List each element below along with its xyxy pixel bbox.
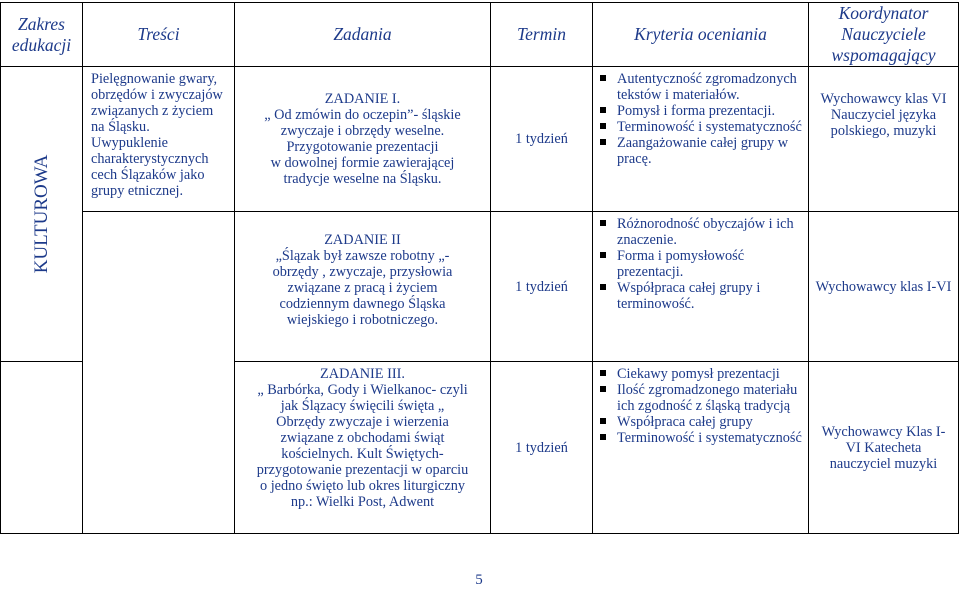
term-value: 1 tydzień [515, 439, 568, 456]
task-title: ZADANIE II [324, 232, 401, 248]
task-line: tradycje weselne na Śląsku. [283, 171, 442, 187]
task-line: Przygotowanie prezentacji [286, 139, 439, 155]
page-number: 5 [475, 572, 483, 588]
content-cell [83, 67, 235, 212]
table-row [1, 212, 959, 362]
task-cell [235, 212, 491, 362]
task-title: ZADANIE I. [324, 91, 401, 107]
task-line: kościelnych. Kult Świętych- [281, 446, 444, 462]
criteria-list [593, 366, 808, 446]
task-line: związane z pracą i życiem [287, 280, 438, 296]
criteria-item: Forma i pomysłowość prezentacji. [617, 248, 808, 280]
header-zakres: Zakres edukacji [1, 3, 83, 67]
task-line: jak Ślązacy święcili święta „ [280, 398, 445, 414]
term-cell [491, 67, 593, 212]
task-line: Obrzędy zwyczaje i wierzenia [276, 414, 449, 430]
area-cell [1, 67, 83, 362]
criteria-item: Współpraca całej grupy [617, 414, 808, 430]
coordinator-text: Wychowawcy klas VI Nauczyciel języka polskiego, muzyki [820, 91, 947, 139]
task-line: o jedno święto lub okres liturgiczny [259, 478, 466, 494]
task-line: wiejskiego i robotniczego. [286, 312, 439, 328]
education-plan-table [0, 2, 959, 534]
criteria-cell [593, 212, 809, 362]
criteria-cell [593, 67, 809, 212]
task-line: „Ślązak był zawsze robotny „- [275, 248, 450, 264]
criteria-cell [593, 362, 809, 534]
criteria-item: Ciekawy pomysł prezentacji [617, 366, 808, 382]
task-line: obrzędy , zwyczaje, przysłowia [272, 264, 453, 280]
coordinator-cell [809, 362, 959, 534]
criteria-item: Terminowość i systematyczność [617, 430, 808, 446]
task-cell [235, 67, 491, 212]
header-kryteria: Kryteria oceniania [593, 3, 809, 67]
task-line: związane z obchodami świąt [280, 430, 445, 446]
criteria-item: Różnorodność obyczajów i ich znaczenie. [617, 216, 808, 248]
term-cell [491, 212, 593, 362]
criteria-list [593, 71, 808, 167]
term-value: 1 tydzień [515, 278, 568, 295]
criteria-item: Ilość zgromadzonego materiału ich zgodność z śląską tradycją [617, 382, 808, 414]
task-line: w dowolnej formie zawierającej [270, 155, 455, 171]
area-label: KULTUROWA [30, 154, 52, 274]
criteria-item: Terminowość i systematyczność [617, 119, 808, 135]
coordinator-text: Wychowawcy Klas I-VI Katecheta nauczyciel muzyki [821, 423, 946, 472]
table-row [1, 67, 959, 212]
term-value: 1 tydzień [515, 131, 568, 147]
header-tresci: Treści [83, 3, 235, 67]
criteria-item: Pomysł i forma prezentacji. [617, 103, 808, 119]
header-termin: Termin [491, 3, 593, 67]
criteria-list [593, 216, 808, 312]
header-zadania: Zadania [235, 3, 491, 67]
task-line: codziennym dawnego Śląska [279, 296, 446, 312]
header-row [1, 3, 959, 67]
coordinator-cell [809, 67, 959, 212]
criteria-item: Zaangażowanie całej grupy w pracę. [617, 135, 808, 167]
criteria-item: Autentyczność zgromadzonych tekstów i materiałów. [617, 71, 808, 103]
task-line: przygotowanie prezentacji w oparciu [256, 462, 469, 478]
task-cell [235, 362, 491, 534]
header-koordynator: Koordynator Nauczyciele wspomagający [809, 3, 959, 67]
content-cell-empty [83, 212, 235, 534]
task-line: zwyczaje i obrzędy weselne. [280, 123, 445, 139]
criteria-item: Współpraca całej grupy i terminowość. [617, 280, 808, 312]
task-line: np.: Wielki Post, Adwent [290, 494, 435, 510]
task-line: „ Barbórka, Gody i Wielkanoc- czyli [257, 382, 468, 398]
task-title: ZADANIE III. [320, 366, 405, 382]
area-cell-empty [1, 362, 83, 534]
term-cell [491, 362, 593, 534]
content-text: Pielęgnowanie gwary, obrzędów i zwyczajów związanych z życiem na Śląsku. Uwypuklenie charakterystycznych cech Ślązaków jako grupy etnicznej. [91, 71, 223, 199]
coordinator-text: Wychowawcy klas I-VI [815, 278, 952, 295]
task-line: „ Od zmówin do oczepin”- śląskie [264, 107, 461, 123]
coordinator-cell [809, 212, 959, 362]
